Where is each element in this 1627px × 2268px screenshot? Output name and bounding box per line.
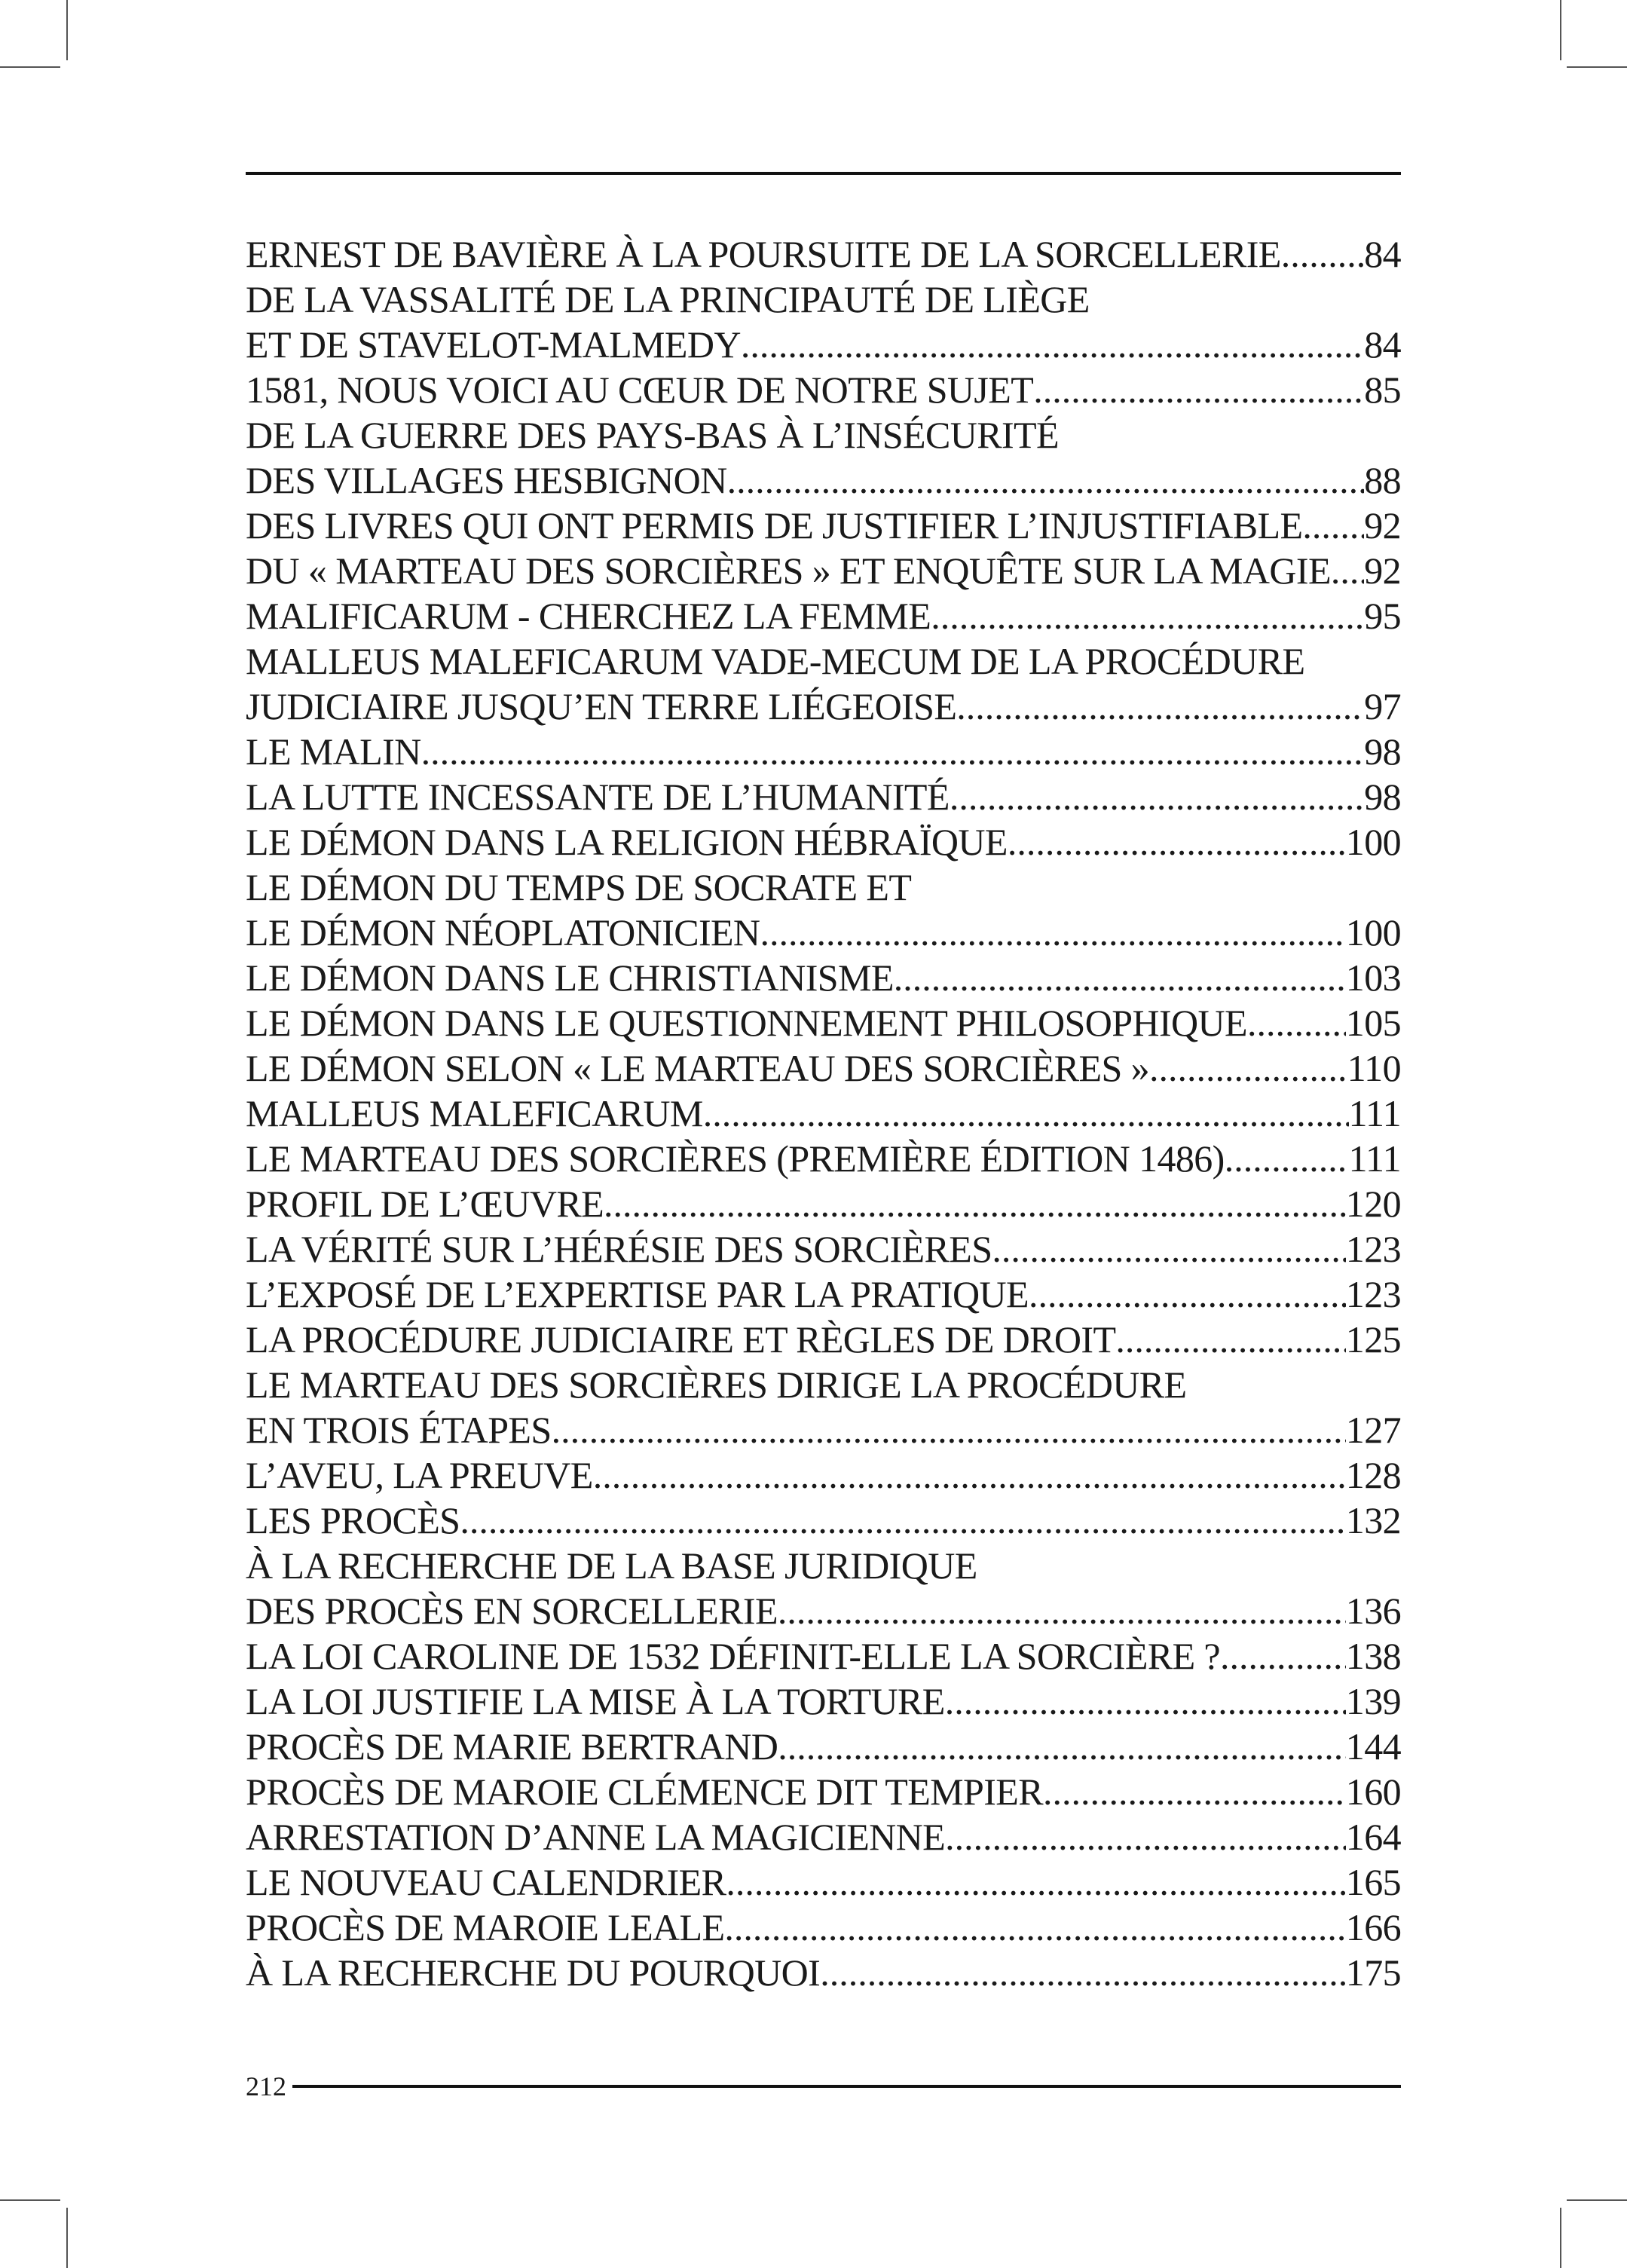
crop-mark-bottom-right: [1560, 2208, 1561, 2268]
toc-entry-title: PROCÈS DE MARIE BERTRAND: [246, 1725, 778, 1768]
toc-leader-dots: [604, 1181, 1346, 1226]
toc-entry-title: LE MARTEAU DES SORCIÈRES DIRIGE LA PROCÉDURE: [246, 1364, 1187, 1406]
toc-entry-title: LA PROCÉDURE JUDICIAIRE ET RÈGLES DE DROIT: [246, 1318, 1116, 1360]
toc-entry: [246, 1181, 1401, 1226]
toc-entry-page: 103: [1345, 956, 1401, 999]
toc-entry: [246, 1679, 1401, 1724]
toc-entry: [246, 1045, 1401, 1091]
toc-entry-title: JUDICIAIRE JUSQU’EN TERRE LIÉGEOISE: [246, 685, 957, 727]
toc-entry: [246, 412, 1401, 458]
toc-entry: [246, 1362, 1401, 1407]
toc-entry-page: 123: [1345, 1228, 1401, 1270]
toc-entry: [246, 1724, 1401, 1769]
toc-entry: [246, 458, 1401, 503]
toc-entry: [246, 1091, 1401, 1136]
toc-entry-title: ET DE STAVELOT-MALMEDY: [246, 323, 741, 366]
toc-entry-page: 165: [1345, 1861, 1401, 1903]
table-of-contents: [246, 231, 1401, 1995]
toc-leader-dots: [421, 729, 1365, 774]
toc-entry: [246, 322, 1401, 367]
toc-entry-page: 138: [1345, 1635, 1401, 1677]
toc-leader-dots: [1247, 1000, 1346, 1045]
toc-leader-dots: [1302, 503, 1364, 548]
toc-leader-dots: [1149, 1045, 1347, 1091]
toc-entry: [246, 593, 1401, 638]
toc-leader-dots: [741, 322, 1364, 367]
footer-rule: [292, 2085, 1401, 2088]
crop-mark-top-left: [66, 0, 68, 60]
toc-entry-title: DU « MARTEAU DES SORCIÈRES » ET ENQUÊTE SUR LA MAGIE: [246, 549, 1331, 592]
page-footer: [246, 2071, 1401, 2101]
toc-leader-dots: [931, 593, 1364, 638]
toc-entry-title: ERNEST DE BAVIÈRE À LA POURSUITE DE LA SORCELLERIE: [246, 233, 1281, 275]
toc-entry-page: 111: [1348, 1137, 1401, 1180]
toc-entry: [246, 503, 1401, 548]
toc-entry: [246, 231, 1401, 277]
toc-entry-title: LES PROCÈS: [246, 1499, 460, 1541]
toc-entry: [246, 684, 1401, 729]
toc-leader-dots: [593, 1452, 1346, 1498]
toc-entry-page: 98: [1364, 730, 1401, 773]
toc-entry-title: LE MARTEAU DES SORCIÈRES (PREMIÈRE ÉDITION 1486): [246, 1137, 1225, 1180]
toc-leader-dots: [552, 1407, 1346, 1452]
toc-leader-dots: [460, 1498, 1345, 1543]
toc-leader-dots: [1115, 1317, 1345, 1362]
toc-entry: [246, 1226, 1401, 1272]
toc-entry: [246, 1272, 1401, 1317]
toc-leader-dots: [992, 1226, 1345, 1272]
toc-entry: [246, 1814, 1401, 1859]
toc-entry-page: 120: [1345, 1183, 1401, 1225]
header-rule: [246, 172, 1401, 175]
toc-leader-dots: [760, 910, 1345, 955]
toc-entry: [246, 955, 1401, 1000]
toc-leader-dots: [956, 684, 1364, 729]
toc-entry: [246, 729, 1401, 774]
toc-leader-dots: [894, 955, 1346, 1000]
toc-entry-title: LA VÉRITÉ SUR L’HÉRÉSIE DES SORCIÈRES: [246, 1228, 992, 1270]
toc-entry-title: MALIFICARUM - CHERCHEZ LA FEMME: [246, 595, 931, 637]
toc-entry-page: 164: [1345, 1816, 1401, 1858]
toc-entry-title: LE DÉMON NÉOPLATONICIEN: [246, 911, 760, 953]
toc-entry: [246, 1000, 1401, 1045]
toc-entry-page: 100: [1345, 911, 1401, 953]
toc-entry-title: LE NOUVEAU CALENDRIER: [246, 1861, 726, 1903]
toc-entry-page: 166: [1345, 1906, 1401, 1948]
toc-entry-page: 139: [1345, 1680, 1401, 1722]
toc-entry-page: 125: [1345, 1318, 1401, 1360]
toc-entry-page: 92: [1364, 549, 1401, 592]
toc-entry-title: DE LA VASSALITÉ DE LA PRINCIPAUTÉ DE LIÈGE: [246, 278, 1090, 320]
crop-mark-bottom-left: [66, 2208, 68, 2268]
crop-mark-top-right: [1560, 0, 1561, 60]
toc-entry-title: LA LOI JUSTIFIE LA MISE À LA TORTURE: [246, 1680, 945, 1722]
toc-entry-page: 105: [1345, 1002, 1401, 1044]
toc-entry-page: 128: [1345, 1454, 1401, 1496]
toc-entry-title: LE DÉMON DANS LE CHRISTIANISME: [246, 956, 894, 999]
toc-entry-page: 97: [1364, 685, 1401, 727]
toc-entry-title: LE DÉMON DU TEMPS DE SOCRATE ET: [246, 866, 912, 908]
toc-entry-title: LE DÉMON DANS LA RELIGION HÉBRAÏQUE: [246, 821, 1008, 863]
crop-mark-bottom-left: [0, 2199, 60, 2201]
toc-entry-title: L’AVEU, LA PREUVE: [246, 1454, 593, 1496]
toc-entry-title: 1581, NOUS VOICI AU CŒUR DE NOTRE SUJET: [246, 369, 1034, 411]
toc-entry-title: MALLEUS MALEFICARUM VADE-MECUM DE LA PROCÉDURE: [246, 640, 1305, 682]
toc-entry-page: 100: [1345, 821, 1401, 863]
toc-leader-dots: [1008, 819, 1346, 865]
toc-entry-page: 136: [1345, 1590, 1401, 1632]
toc-entry-title: À LA RECHERCHE DU POURQUOI: [246, 1951, 821, 1994]
toc-entry-title: LA LUTTE INCESSANTE DE L’HUMANITÉ: [246, 776, 950, 818]
toc-leader-dots: [703, 1091, 1349, 1136]
toc-leader-dots: [726, 1859, 1345, 1905]
toc-entry: [246, 865, 1401, 910]
toc-entry-title: LE DÉMON DANS LE QUESTIONNEMENT PHILOSOPHIQUE: [246, 1002, 1247, 1044]
toc-entry: [246, 1950, 1401, 1995]
toc-entry-page: 123: [1345, 1273, 1401, 1315]
toc-leader-dots: [945, 1679, 1346, 1724]
toc-entry-page: 84: [1364, 233, 1401, 275]
toc-entry-title: PROFIL DE L’ŒUVRE: [246, 1183, 604, 1225]
toc-leader-dots: [1043, 1769, 1346, 1814]
crop-mark-top-right: [1567, 66, 1627, 68]
toc-entry: [246, 1452, 1401, 1498]
toc-entry-page: 85: [1364, 369, 1401, 411]
toc-entry: [246, 1136, 1401, 1181]
toc-entry: [246, 1543, 1401, 1588]
toc-entry: [246, 819, 1401, 865]
toc-entry-page: 160: [1345, 1771, 1401, 1813]
toc-entry-title: L’EXPOSÉ DE L’EXPERTISE PAR LA PRATIQUE: [246, 1273, 1029, 1315]
toc-entry: [246, 638, 1401, 684]
toc-entry-page: 110: [1347, 1047, 1401, 1089]
toc-entry-title: DES PROCÈS EN SORCELLERIE: [246, 1590, 778, 1632]
toc-leader-dots: [945, 1814, 1346, 1859]
crop-mark-top-left: [0, 66, 60, 68]
toc-leader-dots: [727, 458, 1365, 503]
toc-leader-dots: [778, 1588, 1346, 1633]
toc-leader-dots: [1220, 1633, 1346, 1679]
toc-leader-dots: [950, 774, 1364, 819]
toc-entry-title: PROCÈS DE MAROIE LEALE: [246, 1906, 725, 1948]
toc-entry: [246, 774, 1401, 819]
toc-entry: [246, 1859, 1401, 1905]
toc-entry-title: LA LOI CAROLINE DE 1532 DÉFINIT-ELLE LA SORCIÈRE ?: [246, 1635, 1221, 1677]
toc-entry: [246, 1905, 1401, 1950]
toc-leader-dots: [1281, 231, 1364, 277]
toc-leader-dots: [1029, 1272, 1346, 1317]
toc-entry-title: EN TROIS ÉTAPES: [246, 1409, 552, 1451]
toc-entry: [246, 1769, 1401, 1814]
toc-entry-page: 95: [1364, 595, 1401, 637]
toc-entry: [246, 1633, 1401, 1679]
toc-entry-page: 144: [1345, 1725, 1401, 1768]
toc-entry: [246, 277, 1401, 322]
toc-entry-title: DES LIVRES QUI ONT PERMIS DE JUSTIFIER L’INJUSTIFIABLE: [246, 504, 1303, 546]
toc-entry: [246, 1317, 1401, 1362]
toc-entry-page: 111: [1348, 1092, 1401, 1134]
toc-entry-title: PROCÈS DE MAROIE CLÉMENCE DIT TEMPIER: [246, 1771, 1043, 1813]
toc-entry-title: DES VILLAGES HESBIGNON: [246, 459, 727, 501]
toc-entry-page: 98: [1364, 776, 1401, 818]
toc-entry-page: 84: [1364, 323, 1401, 366]
crop-mark-bottom-right: [1567, 2199, 1627, 2201]
toc-entry-page: 127: [1345, 1409, 1401, 1451]
toc-leader-dots: [1033, 367, 1364, 412]
toc-entry-title: À LA RECHERCHE DE LA BASE JURIDIQUE: [246, 1544, 977, 1587]
toc-entry: [246, 1407, 1401, 1452]
toc-entry: [246, 1588, 1401, 1633]
toc-leader-dots: [778, 1724, 1346, 1769]
toc-leader-dots: [1225, 1136, 1349, 1181]
toc-entry-title: MALLEUS MALEFICARUM: [246, 1092, 703, 1134]
toc-leader-dots: [724, 1905, 1345, 1950]
toc-entry-page: 92: [1364, 504, 1401, 546]
toc-entry: [246, 548, 1401, 593]
toc-entry-page: 132: [1345, 1499, 1401, 1541]
page-number: 212: [246, 2071, 286, 2101]
toc-entry: [246, 910, 1401, 955]
toc-leader-dots: [1331, 548, 1364, 593]
toc-entry: [246, 1498, 1401, 1543]
toc-entry-title: LE MALIN: [246, 730, 421, 773]
toc-entry-title: DE LA GUERRE DES PAYS-BAS À L’INSÉCURITÉ: [246, 414, 1059, 456]
toc-entry-title: LE DÉMON SELON « LE MARTEAU DES SORCIÈRES »: [246, 1047, 1149, 1089]
toc-leader-dots: [820, 1950, 1346, 1995]
toc-entry-page: 175: [1345, 1951, 1401, 1994]
toc-entry-title: ARRESTATION D’ANNE LA MAGICIENNE: [246, 1816, 946, 1858]
toc-entry-page: 88: [1364, 459, 1401, 501]
toc-entry: [246, 367, 1401, 412]
